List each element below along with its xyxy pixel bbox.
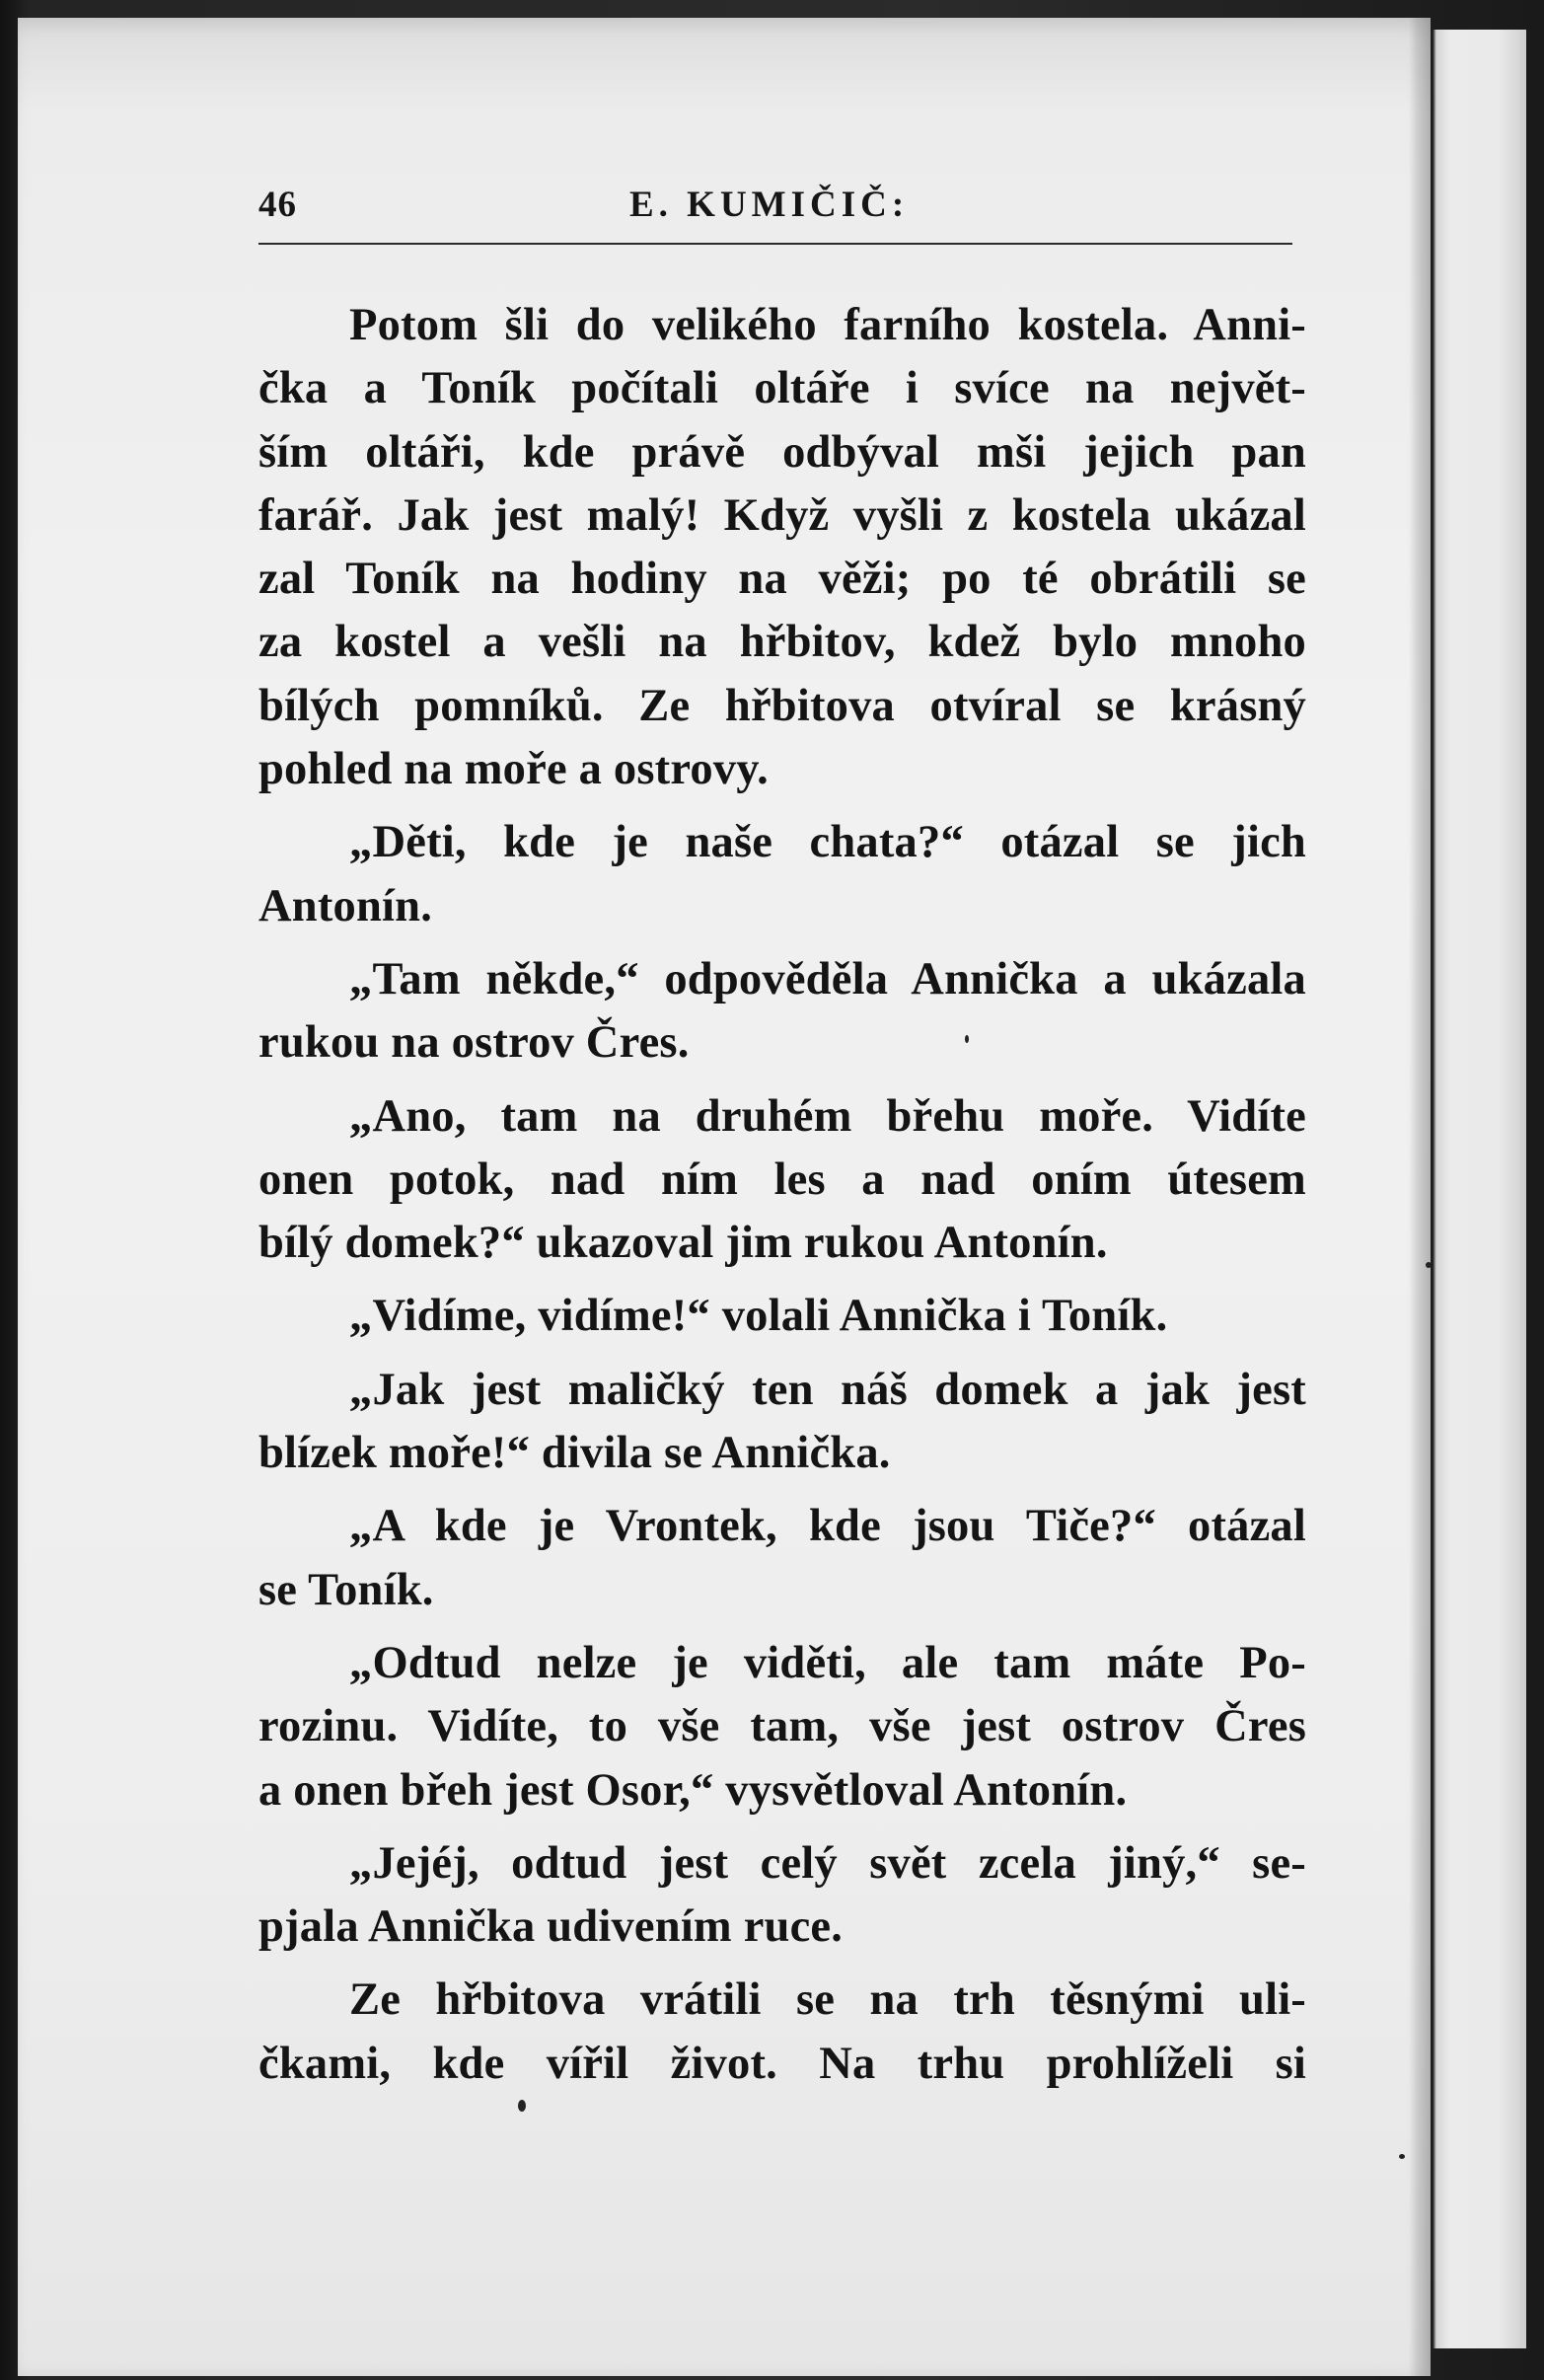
text-line: čka a Toník počítali oltáře i svíce na největ-: [258, 363, 1306, 414]
scan-speck: [965, 1035, 969, 1043]
scan-speck: [1399, 2154, 1405, 2159]
header-rule: [258, 243, 1292, 245]
page-binding-shadow: [1409, 18, 1431, 2376]
page-number: 46: [258, 185, 297, 225]
text-line: „Jejéj, odtud jest celý svět zcela jiný,“ se-: [349, 1837, 1306, 1889]
text-line: onen potok, nad ním les a nad oním útesem: [258, 1153, 1306, 1205]
text-line: pohled na moře a ostrovy.: [258, 744, 769, 795]
text-line: „Ano, tam na druhém břehu moře. Vidíte: [349, 1090, 1306, 1142]
scan-speck: [518, 2100, 526, 2112]
body-text: [258, 294, 1306, 2096]
text-line: „Vidíme, vidíme!“ volali Annička i Toník.: [349, 1291, 1168, 1342]
text-line: „Odtud nelze je viděti, ale tam máte Po-: [349, 1637, 1306, 1688]
text-line: rozinu. Vidíte, to vše tam, vše jest ostrov Čres: [258, 1701, 1306, 1752]
scan-speck: [1426, 1262, 1432, 1268]
text-line: Potom šli do velikého farního kostela. Anni-: [349, 300, 1306, 350]
text-line: rukou na ostrov Čres.: [258, 1017, 690, 1069]
text-line: „A kde je Vrontek, kde jsou Tiče?“ otázal: [349, 1501, 1306, 1552]
text-line: „Tam někde,“ odpověděla Annička a ukázala: [349, 953, 1306, 1004]
text-line: Antonín.: [258, 880, 433, 931]
adjacent-page-edge: [1433, 30, 1526, 2348]
text-line: pjala Annička udivením ruce.: [258, 1901, 844, 1953]
running-head: E. KUMIČIČ:: [629, 185, 910, 225]
paragraph-1: [258, 294, 1306, 801]
text-line: farář. Jak jest malý! Když vyšli z kostela ukázal: [258, 489, 1306, 541]
text-line: ším oltáři, kde právě odbýval mši jejich pan: [258, 426, 1306, 478]
paragraph-2: [258, 811, 1306, 938]
paragraph-4: [258, 1085, 1306, 1276]
paragraph-3: [258, 948, 1306, 1076]
text-line: bílý domek?“ ukazoval jim rukou Antonín.: [258, 1218, 1108, 1269]
text-line: blízek moře!“ divila se Annička.: [258, 1428, 891, 1479]
paragraph-7: [258, 1495, 1306, 1622]
text-line: a onen břeh jest Osor,“ vysvětloval Antonín.: [258, 1764, 1128, 1816]
text-line: „Jak jest maličký ten náš domek a jak jest: [349, 1364, 1306, 1415]
paragraph-9: [258, 1832, 1306, 1960]
text-line: čkami, kde vířil život. Na trhu prohlíželi si: [258, 2038, 1306, 2089]
page-header: [258, 180, 1292, 249]
paragraph-8: [258, 1632, 1306, 1822]
paragraph-6: [258, 1359, 1306, 1486]
paragraph-5: [258, 1285, 1306, 1348]
text-line: se Toník.: [258, 1564, 434, 1615]
text-line: za kostel a vešli na hřbitov, kdež bylo mnoho: [258, 617, 1306, 668]
text-line: „Děti, kde je naše chata?“ otázal se jich: [349, 817, 1306, 868]
text-line: Ze hřbitova vrátili se na trh těsnými uli-: [349, 1974, 1306, 2026]
paragraph-10: [258, 1969, 1306, 2096]
text-line: zal Toník na hodiny na věži; po té obrátili se: [258, 554, 1306, 605]
text-line: bílých pomníků. Ze hřbitova otvíral se krásný: [258, 680, 1306, 731]
